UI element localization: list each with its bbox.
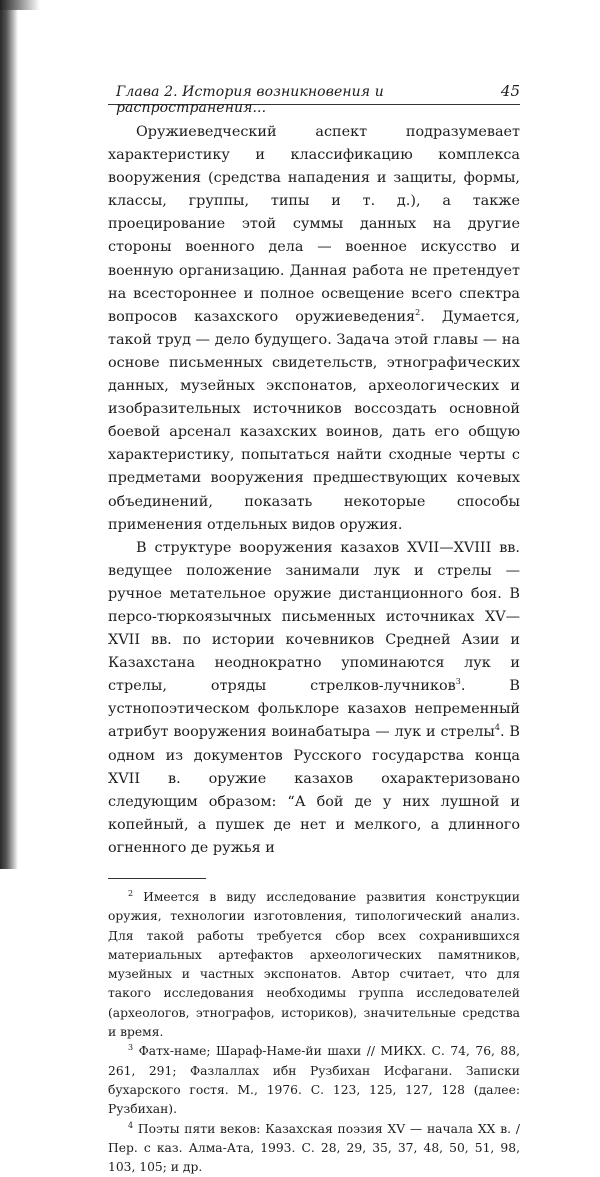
footnotes bbox=[108, 888, 520, 1177]
footnote-text: Имеется в виду исследование развития конструкции оружия, технологии изготовления, типологический анализ. Для такой работы требуется сбор всех сохранившихся материальных артефактов археологических памятников, музейных и частных экспонатов. Автор считает, что для такого исследования необходимы группа исследователей (археологов, этнографов, историков), значительные средства и время. bbox=[108, 890, 520, 1040]
footnote-ref-3: 3 bbox=[455, 677, 461, 687]
footnote-separator bbox=[108, 878, 206, 879]
footnote-2 bbox=[108, 888, 520, 1042]
footnote-number: 2 bbox=[128, 888, 134, 898]
footnote-4 bbox=[108, 1120, 520, 1177]
paragraph-2-text-a: В структуре вооружения казахов XVII—XVIII вв. ведущее положение занимали лук и стрелы — ручное метательное оружие дистанционного боя. В персо-тюркоязычных письменных источниках XV—XVII вв. по истории кочевников Средней Азии и Казахстана неоднократно упоминаются лук и стрелы, отряды стрелков-лучников bbox=[108, 539, 520, 695]
paragraph-2-text-c: . В одном из документов Русского государства конца XVII в. оружие казахов охарактеризовано следующим образом: “А бой де у них лушной и копейный, а пушек де нет и мелкого, а длинного огненного де ружья и bbox=[108, 724, 520, 856]
footnote-text: Поэты пяти веков: Казахская поэзия XV — начала XX в. / Пер. с каз. Алма-Ата, 1993. С. 28, 29, 35, 37, 48, 50, 51, 98, 103, 105; и др. bbox=[108, 1121, 520, 1175]
footnote-text: Фатх-наме; Шараф-Наме-йи шахи // МИКХ. С. 74, 76, 88, 261, 291; Фазлаллах ибн Рузбихан Исфагани. Записки бухарского гостя. М., 1976. С. 123, 125, 127, 128 (далее: Рузбихан). bbox=[108, 1044, 520, 1117]
page-corner-shadow bbox=[0, 0, 40, 10]
page-header bbox=[108, 76, 520, 116]
book-page bbox=[108, 76, 520, 1177]
page-binding-shadow bbox=[0, 0, 18, 869]
paragraph-1-end: . Думается, такой труд — дело будущего. Задача этой главы — на основе письменных свидетельств, этнографических данных, музейных экспонатов, археологических и изобразительных источников воссоздать основной боевой арсенал казахских воинов, дать его общую характеристику, попытаться найти сходные черты с предметами вооружения предшествующих кочевых объединений, показать некоторые способы применения отдельных видов оружия. bbox=[108, 308, 520, 533]
footnote-number: 4 bbox=[128, 1120, 134, 1130]
footnote-ref-4: 4 bbox=[494, 723, 500, 733]
paragraph-2-text-b: . В устнопоэтическом фольклоре казахов непременный атрибут вооружения воинабатыра — лук и стрелы bbox=[108, 678, 520, 741]
paragraph-1 bbox=[108, 121, 520, 537]
page-number: 45 bbox=[500, 82, 520, 100]
footnote-ref-2: 2 bbox=[415, 307, 421, 317]
footnote-number: 3 bbox=[128, 1043, 134, 1053]
footnote-3 bbox=[108, 1042, 520, 1119]
paragraph-1-text: Оружиеведческий аспект подразумевает характеристику и классификацию комплекса вооружения (средства нападения и защиты, формы, классы, группы, типы и т. д.), а также проецирование этой суммы данных на другие стороны военного дела — военное искусство и военную организацию. Данная работа не претендует на всестороннее и полное освещение всего спектра вопросов казахского оружиеведения bbox=[108, 124, 520, 325]
paragraph-2 bbox=[108, 537, 520, 860]
main-text bbox=[108, 121, 520, 860]
running-head: Глава 2. История возникновения и распространения... bbox=[116, 84, 384, 116]
